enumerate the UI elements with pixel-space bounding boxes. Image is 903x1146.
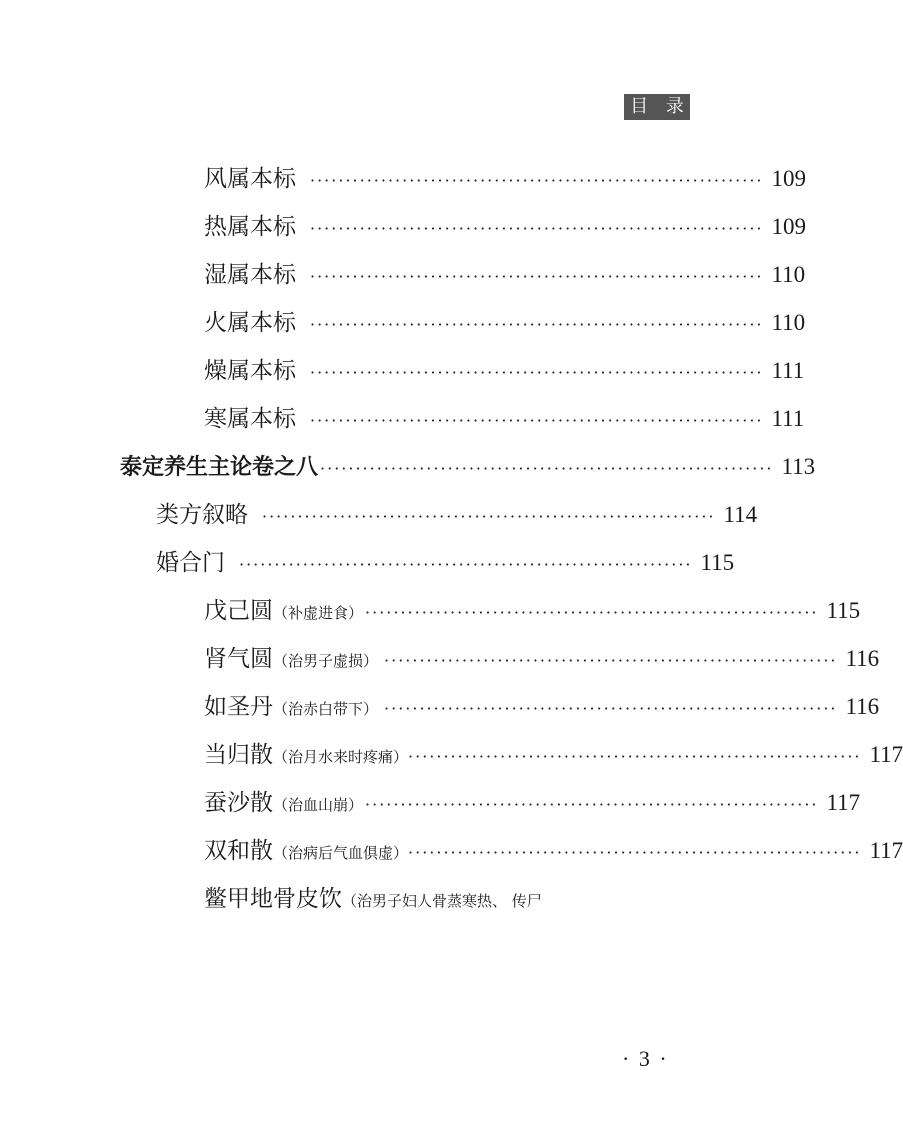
leader-dots: ································································ (310, 219, 764, 238)
toc-chapter-entry[interactable] (120, 447, 816, 487)
toc-entry[interactable] (204, 399, 805, 439)
entry-note: （治血山崩） (273, 796, 364, 814)
section-tag: 目 录 (624, 94, 690, 120)
entry-title: 双和散 (204, 838, 273, 864)
entry-title: 婚合门 (156, 550, 225, 576)
toc-entry[interactable] (204, 591, 861, 631)
entry-title: 寒属本标 (204, 406, 296, 432)
entry-title: 风属本标 (204, 166, 296, 192)
entry-page: 111 (771, 358, 805, 383)
entry-title: 火属本标 (204, 310, 296, 336)
entry-title: 蚕沙散 (204, 790, 273, 816)
page-number: · 3 · (622, 1046, 669, 1071)
entry-page: 117 (869, 838, 903, 863)
leader-dots: ································································ (408, 747, 862, 766)
entry-page: 115 (700, 550, 735, 575)
leader-dots: ································································ (310, 315, 764, 334)
toc-entry[interactable] (204, 255, 806, 295)
entry-page: 114 (723, 502, 758, 527)
entry-note: （治病后气血俱虚） (273, 844, 409, 862)
entry-page: 117 (869, 742, 903, 767)
chapter-title: 泰定养生主论卷之八 (120, 455, 319, 480)
leader-dots: ································································ (310, 171, 764, 190)
leader-dots: ································································ (408, 843, 862, 862)
entry-title: 湿属本标 (204, 262, 296, 288)
leader-dots: ································································ (384, 699, 838, 718)
entry-page: 113 (781, 454, 816, 479)
leader-dots: ································································ (384, 651, 838, 670)
leader-dots: ································································ (239, 555, 693, 574)
entry-page: 110 (771, 262, 806, 287)
toc-entry[interactable] (156, 543, 735, 583)
entry-note: （补虚进食） (273, 604, 364, 622)
toc-entry[interactable] (204, 687, 880, 727)
leader-dots: ································································ (310, 363, 764, 382)
leader-dots: ································································ (320, 459, 774, 478)
leader-dots: ································································ (310, 267, 764, 286)
leader-dots: ································································ (365, 795, 819, 814)
toc-entry[interactable] (204, 207, 806, 247)
toc-entry[interactable] (204, 303, 806, 343)
entry-title: 戊己圆 (204, 598, 273, 624)
leader-dots: ································································ (310, 411, 764, 430)
entry-page: 117 (826, 790, 861, 815)
entry-note: （治赤白带下） (273, 700, 379, 718)
toc-entry[interactable] (204, 735, 903, 775)
toc-entry[interactable] (204, 783, 861, 823)
entry-title: 肾气圆 (204, 646, 273, 672)
leader-dots: ································································ (262, 507, 716, 526)
leader-dots: ································································ (365, 603, 819, 622)
entry-title: 燥属本标 (204, 358, 296, 384)
entry-page: 115 (826, 598, 861, 623)
entry-note: （治男子妇人骨蒸寒热、 传尸 (342, 892, 542, 910)
toc-entry[interactable] (204, 831, 903, 871)
toc-entry[interactable] (204, 159, 806, 199)
toc-entry[interactable] (204, 639, 880, 679)
entry-page: 111 (771, 406, 805, 431)
entry-title: 当归散 (204, 742, 273, 768)
toc-entry[interactable] (156, 495, 758, 535)
entry-note: （治月水来时疼痛） (273, 748, 409, 766)
entry-note: （治男子虚损） (273, 652, 379, 670)
entry-page: 109 (771, 166, 806, 191)
entry-page: 116 (845, 694, 880, 719)
entry-title: 如圣丹 (204, 694, 273, 720)
entry-title: 鳖甲地骨皮饮 (204, 886, 342, 912)
toc-entry-continued[interactable] (204, 879, 542, 919)
entry-page: 110 (771, 310, 806, 335)
entry-page: 116 (845, 646, 880, 671)
entry-title: 热属本标 (204, 214, 296, 240)
entry-page: 109 (771, 214, 806, 239)
toc-entry[interactable] (204, 351, 805, 391)
entry-title: 类方叙略 (156, 502, 248, 528)
